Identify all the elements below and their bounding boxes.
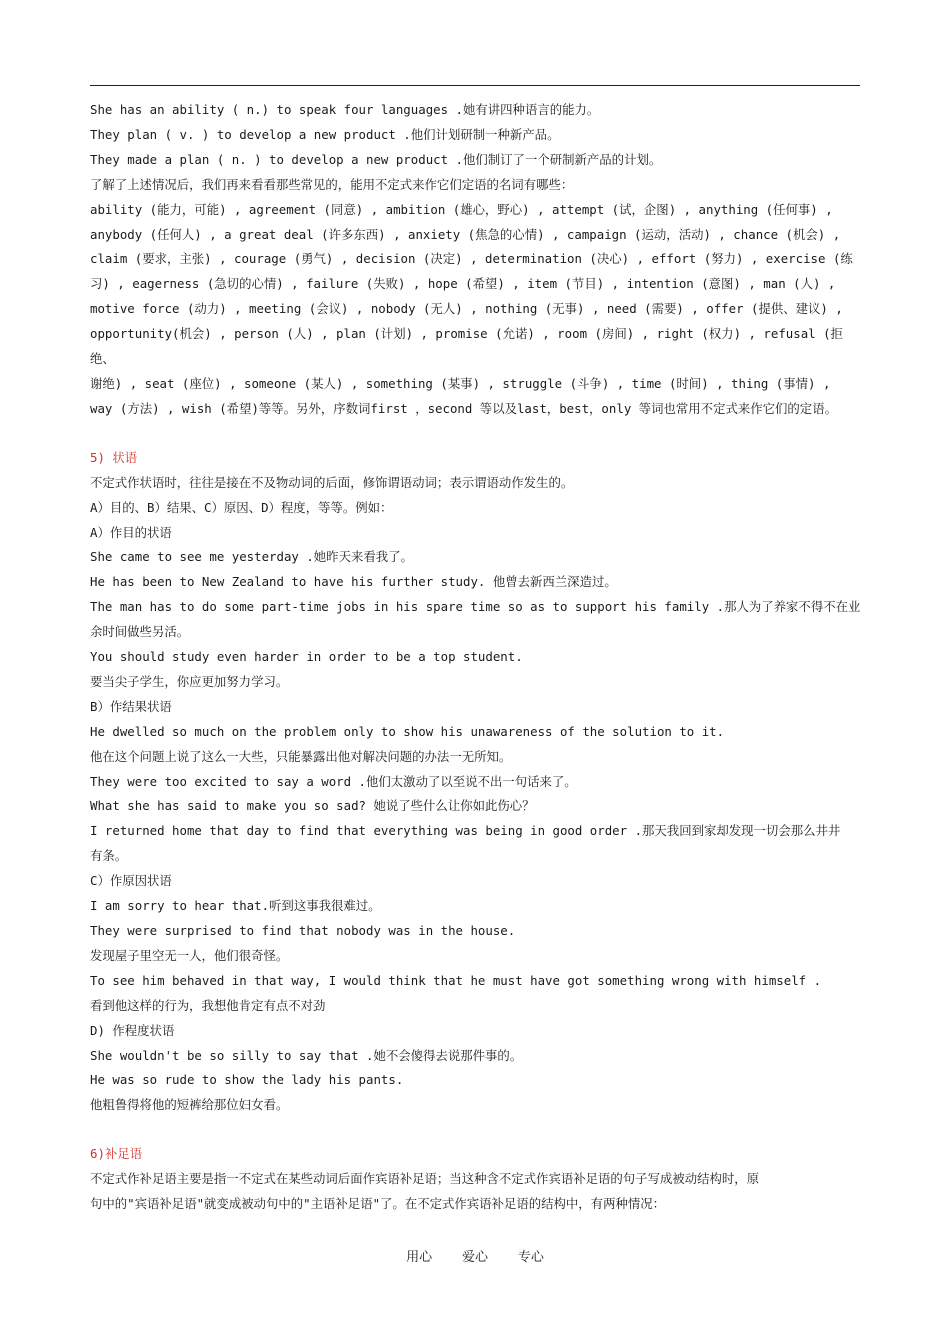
text-line: D) 作程度状语: [90, 1022, 175, 1038]
text-line: 余时间做些另活。: [90, 624, 190, 640]
paragraph-spacer: [90, 422, 865, 446]
section-heading-adverbial: 5) 状语: [90, 449, 138, 465]
page-footer: [0, 1246, 950, 1265]
text-line: 谢绝) , seat (座位) , someone (某人) , something (某事) , struggle (斗争) , time (时间) , thing (事情) ,: [90, 375, 831, 391]
text-line: The man has to do some part-time jobs in his spare time so as to support his family .那人为了养家不得不在业: [90, 599, 861, 615]
text-line: He was so rude to show the lady his pants.: [90, 1072, 404, 1088]
text-line: They were too excited to say a word .他们太激动了以至说不出一句话来了。: [90, 773, 577, 789]
header-rule: [90, 85, 860, 86]
text-line: She came to see me yesterday .她昨天来看我了。: [90, 549, 413, 565]
text-line: She wouldn't be so silly to say that .她不会傻得去说那件事的。: [90, 1047, 523, 1063]
paragraph-spacer: [90, 1118, 865, 1142]
text-line: opportunity(机会) , person (人) , plan (计划) , promise (允诺) , room (房间) , right (权力) , refusal (拒绝、: [90, 326, 843, 367]
text-line: 他粗鲁得将他的短裤给那位妇女看。: [90, 1097, 289, 1113]
footer-motto: 爱心: [461, 1250, 488, 1265]
text-line: B）作结果状语: [90, 698, 172, 714]
text-line: I am sorry to hear that.听到这事我很难过。: [90, 898, 381, 914]
text-line: 他在这个问题上说了这么一大些，只能暴露出他对解决问题的办法一无所知。: [90, 748, 512, 764]
text-line: 看到他这样的行为，我想他肯定有点不对劲: [90, 997, 326, 1013]
text-line: A）作目的状语: [90, 524, 172, 540]
text-line: ability (能力，可能) , agreement (同意) , ambition (雄心，野心) , attempt (试，企图) , anything (任何事) ,: [90, 201, 833, 217]
document-body: [90, 98, 865, 1217]
footer-motto: 用心: [406, 1250, 433, 1265]
text-line: What she has said to make you so sad? 她说了些什么让你如此伤心？: [90, 798, 535, 814]
complement-section: [90, 1167, 865, 1217]
text-line: They made a plan ( n. ) to develop a new product .他们制订了一个研制新产品的计划。: [90, 151, 662, 167]
text-line: They were surprised to find that nobody was in the house.: [90, 923, 516, 938]
text-line: To see him behaved in that way, I would think that he must have got something wrong with himself .: [90, 972, 822, 988]
text-line: 了解了上述情况后，我们再来看看那些常见的，能用不定式来作它们定语的名词有哪些：: [90, 176, 574, 192]
section-heading-complement: 6)补足语: [90, 1146, 143, 1162]
text-line: 不定式作状语时，往往是接在不及物动词的后面，修饰谓语动词；表示谓语动作发生的。: [90, 474, 574, 490]
text-line: You should study even harder in order to be a top student.: [90, 649, 523, 665]
text-line: 要当尖子学生，你应更加努力学习。: [90, 673, 289, 689]
text-line: anybody (任何人) , a great deal (许多东西) , anxiety (焦急的心情) , campaign (运动，活动) , chance (机会) ,: [90, 226, 841, 242]
footer-motto: 专心: [517, 1250, 544, 1265]
adverbial-section: [90, 471, 865, 1119]
text-line: motive force (动力) , meeting (会议) , nobody (无人) , nothing (无事) , need (需要) , offer (提供、建议) ,: [90, 301, 843, 317]
text-line: 句中的"宾语补足语"就变成被动句中的"主语补足语"了。在不定式作宾语补足语的结构中，有两种情况：: [90, 1196, 666, 1212]
text-line: way (方法) , wish (希望)等等。另外，序数词first ，second 等以及last，best，only 等词也常用不定式来作它们的定语。: [90, 400, 837, 416]
text-line: 不定式作补足语主要是指一不定式在某些动词后面作宾语补足语；当这种含不定式作宾语补足语的句子写成被动结构时，原: [90, 1171, 760, 1187]
text-line: C）作原因状语: [90, 873, 172, 889]
text-line: 有条。: [90, 848, 128, 864]
text-line: 发现屋子里空无一人，他们很奇怪。: [90, 947, 289, 963]
text-line: claim (要求，主张) , courage (勇气) , decision (决定) , determination (决心) , effort (努力) , exercise (练: [90, 251, 853, 267]
noun-attributive-section: [90, 98, 865, 422]
text-line: They plan ( v. ) to develop a new product .他们计划研制一种新产品。: [90, 126, 560, 142]
text-line: 习) , eagerness (急切的心情) , failure (失败) , hope (希望) , item (节目) , intention (意图) , man (人) ,: [90, 276, 836, 292]
text-line: He has been to New Zealand to have his further study. 他曾去新西兰深造过。: [90, 574, 617, 590]
text-line: He dwelled so much on the problem only to show his unawareness of the solution to it.: [90, 723, 725, 739]
text-line: I returned home that day to find that everything was being in good order .那天我回到家却发现一切会那么井井: [90, 823, 841, 839]
text-line: She has an ability ( n.) to speak four languages .她有讲四种语言的能力。: [90, 102, 600, 117]
text-line: A）目的、B）结果、C）原因、D）程度，等等。例如：: [90, 499, 393, 515]
